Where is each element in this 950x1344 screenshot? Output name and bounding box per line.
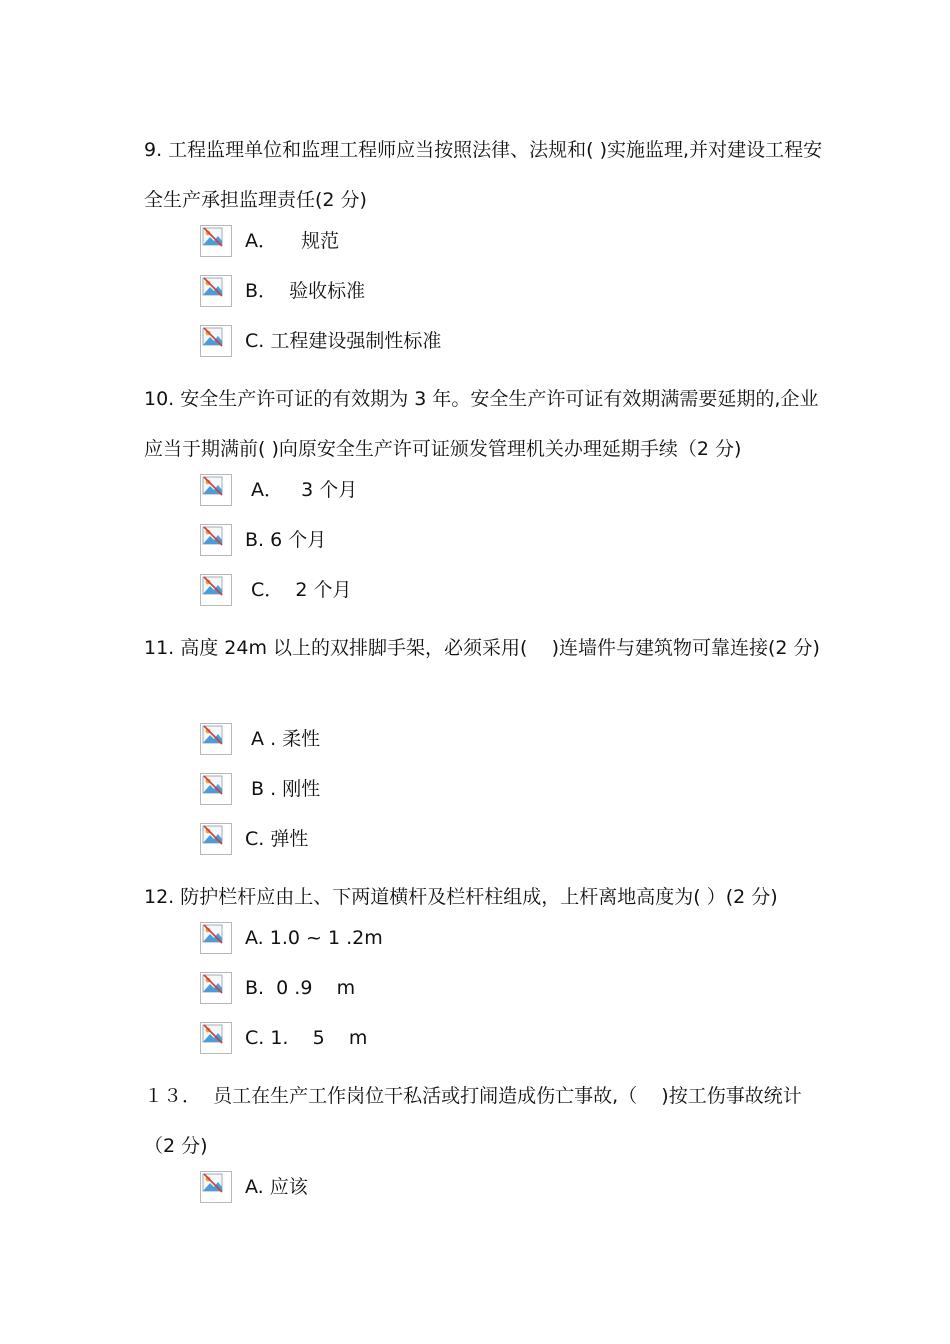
broken-image-icon [200, 474, 232, 506]
option-label: C. 1. 5 m [245, 1027, 368, 1049]
answer-option[interactable] [200, 971, 355, 1005]
option-label: B. 0 .9 m [245, 977, 356, 999]
broken-image-icon [200, 922, 232, 954]
broken-image-icon [200, 574, 232, 606]
option-label: A． 规范 [245, 230, 340, 252]
broken-image-icon [200, 723, 232, 755]
option-label: A． 3 个月 [245, 479, 358, 501]
answer-option[interactable] [200, 573, 352, 607]
question-text: 12. 防护栏杆应由上、下两道横杆及栏杆柱组成，上杆离地高度为( ）(2 分) [144, 886, 778, 908]
answer-option[interactable] [200, 473, 357, 507]
question-text: １３． 员工在生产工作岗位干私活或打闹造成伤亡事故,（ )按工伤事故统计（2 分) [144, 1085, 802, 1157]
option-label: B. 6 个月 [245, 529, 327, 551]
question-text: 10. 安全生产许可证的有效期为 3 年。安全生产许可证有效期满需要延期的,企业应当于期满前( )向原安全生产许可证颁发管理机关办理延期手续（2 分) [144, 388, 819, 460]
broken-image-icon [200, 524, 232, 556]
option-label: B . 刚性 [245, 778, 321, 800]
answer-option[interactable] [200, 523, 326, 557]
option-label: C. 工程建设强制性标准 [245, 330, 442, 352]
broken-image-icon [200, 823, 232, 855]
broken-image-icon [200, 1171, 232, 1203]
option-label: A. 应该 [245, 1176, 308, 1198]
answer-option[interactable] [200, 1170, 308, 1204]
option-label: A. 1.0 ~ 1 .2m [245, 927, 383, 949]
question-text: 9. 工程监理单位和监理工程师应当按照法律、法规和( )实施监理,并对建设工程安全生产承担监理责任(2 分) [144, 139, 823, 211]
question-text: 11. 高度 24m 以上的双排脚手架，必须采用( )连墙件与建筑物可靠连接(2 分) [144, 637, 820, 659]
broken-image-icon [200, 972, 232, 1004]
answer-option[interactable] [200, 822, 308, 856]
option-label: C． 2 个月 [245, 579, 352, 601]
option-label: C. 弹性 [245, 828, 309, 850]
broken-image-icon [200, 275, 232, 307]
answer-option[interactable] [200, 224, 339, 258]
answer-option[interactable] [200, 324, 441, 358]
option-label: A . 柔性 [245, 728, 321, 750]
broken-image-icon [200, 325, 232, 357]
answer-option[interactable] [200, 1021, 367, 1055]
answer-option[interactable] [200, 772, 320, 806]
option-label: B． 验收标准 [245, 280, 366, 302]
broken-image-icon [200, 1022, 232, 1054]
broken-image-icon [200, 225, 232, 257]
answer-option[interactable] [200, 921, 383, 955]
answer-option[interactable] [200, 722, 320, 756]
broken-image-icon [200, 773, 232, 805]
answer-option[interactable] [200, 274, 365, 308]
